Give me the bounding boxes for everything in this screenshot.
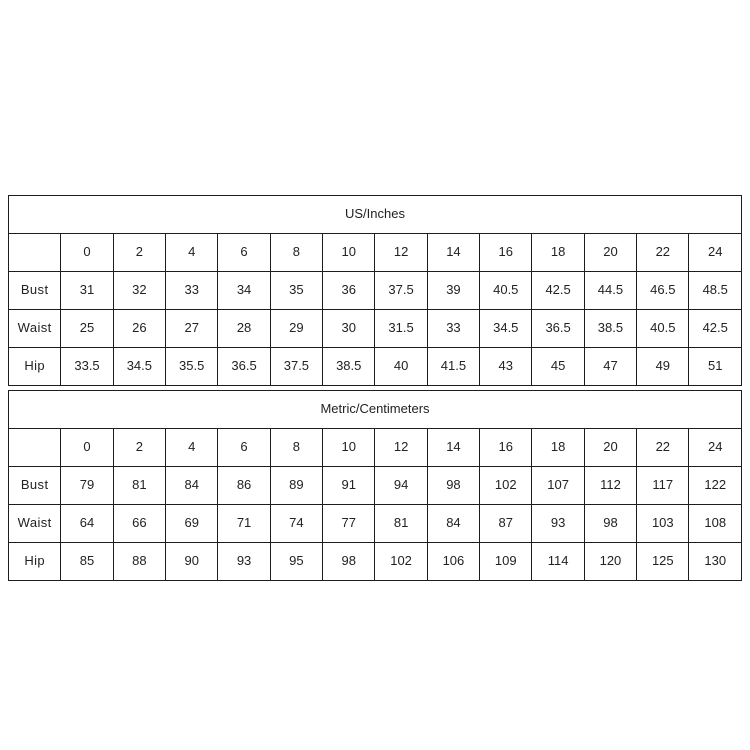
measurement-cell: 91: [323, 467, 375, 505]
measurement-cell: 40: [375, 348, 427, 386]
measurement-cell: 34.5: [113, 348, 165, 386]
measurement-cell: 28: [218, 310, 270, 348]
size-header-cell: 16: [480, 429, 532, 467]
size-header-cell: 22: [637, 429, 689, 467]
measurement-cell: 42.5: [689, 310, 742, 348]
measurement-cell: 93: [218, 543, 270, 581]
table-caption: US/Inches: [9, 196, 742, 234]
measurement-cell: 87: [480, 505, 532, 543]
measurement-cell: 33.5: [61, 348, 113, 386]
measurement-cell: 106: [427, 543, 479, 581]
size-header-cell: 8: [270, 234, 322, 272]
size-header-cell: 18: [532, 234, 584, 272]
measurement-cell: 108: [689, 505, 742, 543]
size-header-cell: 0: [61, 234, 113, 272]
measurement-cell: 32: [113, 272, 165, 310]
measurement-cell: 47: [584, 348, 636, 386]
table-body: [9, 391, 742, 581]
measurement-cell: 35: [270, 272, 322, 310]
measurement-cell: 84: [427, 505, 479, 543]
measurement-cell: 98: [427, 467, 479, 505]
measurement-cell: 36.5: [218, 348, 270, 386]
measurement-cell: 30: [323, 310, 375, 348]
size-header-cell: 0: [61, 429, 113, 467]
measurement-cell: 107: [532, 467, 584, 505]
measurement-cell: 29: [270, 310, 322, 348]
size-header-cell: 22: [637, 234, 689, 272]
table-row: [9, 467, 742, 505]
measurement-cell: 46.5: [637, 272, 689, 310]
measurement-cell: 114: [532, 543, 584, 581]
row-label: Waist: [9, 505, 61, 543]
measurement-cell: 34: [218, 272, 270, 310]
table-row: [9, 543, 742, 581]
measurement-cell: 98: [584, 505, 636, 543]
row-label: Hip: [9, 543, 61, 581]
size-header-cell: 20: [584, 234, 636, 272]
measurement-cell: 41.5: [427, 348, 479, 386]
measurement-cell: 88: [113, 543, 165, 581]
header-corner-cell: [9, 429, 61, 467]
row-label: Bust: [9, 467, 61, 505]
table-caption-row: [9, 391, 742, 429]
table-caption-row: [9, 196, 742, 234]
measurement-cell: 31.5: [375, 310, 427, 348]
size-table: [8, 390, 742, 581]
size-header-cell: 12: [375, 234, 427, 272]
size-header-cell: 2: [113, 234, 165, 272]
measurement-cell: 31: [61, 272, 113, 310]
measurement-cell: 71: [218, 505, 270, 543]
table-row: [9, 505, 742, 543]
measurement-cell: 36.5: [532, 310, 584, 348]
measurement-cell: 81: [375, 505, 427, 543]
measurement-cell: 33: [427, 310, 479, 348]
measurement-cell: 77: [323, 505, 375, 543]
size-header-cell: 6: [218, 429, 270, 467]
size-header-cell: 18: [532, 429, 584, 467]
measurement-cell: 102: [480, 467, 532, 505]
size-header-cell: 14: [427, 234, 479, 272]
size-header-cell: 12: [375, 429, 427, 467]
measurement-cell: 49: [637, 348, 689, 386]
measurement-cell: 51: [689, 348, 742, 386]
table-header-row: [9, 429, 742, 467]
table-row: [9, 348, 742, 386]
measurement-cell: 130: [689, 543, 742, 581]
size-header-cell: 10: [323, 429, 375, 467]
measurement-cell: 86: [218, 467, 270, 505]
size-header-cell: 8: [270, 429, 322, 467]
measurement-cell: 120: [584, 543, 636, 581]
measurement-cell: 95: [270, 543, 322, 581]
measurement-cell: 122: [689, 467, 742, 505]
row-label: Hip: [9, 348, 61, 386]
measurement-cell: 39: [427, 272, 479, 310]
measurement-cell: 43: [480, 348, 532, 386]
measurement-cell: 102: [375, 543, 427, 581]
measurement-cell: 117: [637, 467, 689, 505]
measurement-cell: 93: [532, 505, 584, 543]
row-label: Waist: [9, 310, 61, 348]
size-header-cell: 2: [113, 429, 165, 467]
measurement-cell: 89: [270, 467, 322, 505]
measurement-cell: 33: [166, 272, 218, 310]
table-row: [9, 310, 742, 348]
measurement-cell: 94: [375, 467, 427, 505]
measurement-cell: 35.5: [166, 348, 218, 386]
measurement-cell: 36: [323, 272, 375, 310]
measurement-cell: 79: [61, 467, 113, 505]
measurement-cell: 27: [166, 310, 218, 348]
measurement-cell: 34.5: [480, 310, 532, 348]
size-table-metric-centimeters: [8, 390, 742, 581]
measurement-cell: 98: [323, 543, 375, 581]
measurement-cell: 81: [113, 467, 165, 505]
measurement-cell: 48.5: [689, 272, 742, 310]
table-body: [9, 196, 742, 386]
measurement-cell: 40.5: [637, 310, 689, 348]
measurement-cell: 37.5: [375, 272, 427, 310]
measurement-cell: 109: [480, 543, 532, 581]
row-label: Bust: [9, 272, 61, 310]
size-header-cell: 16: [480, 234, 532, 272]
measurement-cell: 112: [584, 467, 636, 505]
table-header-row: [9, 234, 742, 272]
table-row: [9, 272, 742, 310]
measurement-cell: 85: [61, 543, 113, 581]
measurement-cell: 38.5: [323, 348, 375, 386]
measurement-cell: 26: [113, 310, 165, 348]
size-header-cell: 10: [323, 234, 375, 272]
size-header-cell: 14: [427, 429, 479, 467]
size-header-cell: 4: [166, 234, 218, 272]
size-header-cell: 24: [689, 429, 742, 467]
size-header-cell: 4: [166, 429, 218, 467]
measurement-cell: 66: [113, 505, 165, 543]
measurement-cell: 74: [270, 505, 322, 543]
measurement-cell: 37.5: [270, 348, 322, 386]
measurement-cell: 44.5: [584, 272, 636, 310]
measurement-cell: 40.5: [480, 272, 532, 310]
measurement-cell: 90: [166, 543, 218, 581]
measurement-cell: 45: [532, 348, 584, 386]
measurement-cell: 25: [61, 310, 113, 348]
measurement-cell: 125: [637, 543, 689, 581]
header-corner-cell: [9, 234, 61, 272]
measurement-cell: 103: [637, 505, 689, 543]
size-header-cell: 20: [584, 429, 636, 467]
measurement-cell: 64: [61, 505, 113, 543]
measurement-cell: 38.5: [584, 310, 636, 348]
size-header-cell: 6: [218, 234, 270, 272]
size-table-us-inches: [8, 195, 742, 386]
table-caption: Metric/Centimeters: [9, 391, 742, 429]
size-table: [8, 195, 742, 386]
size-header-cell: 24: [689, 234, 742, 272]
measurement-cell: 84: [166, 467, 218, 505]
measurement-cell: 69: [166, 505, 218, 543]
measurement-cell: 42.5: [532, 272, 584, 310]
